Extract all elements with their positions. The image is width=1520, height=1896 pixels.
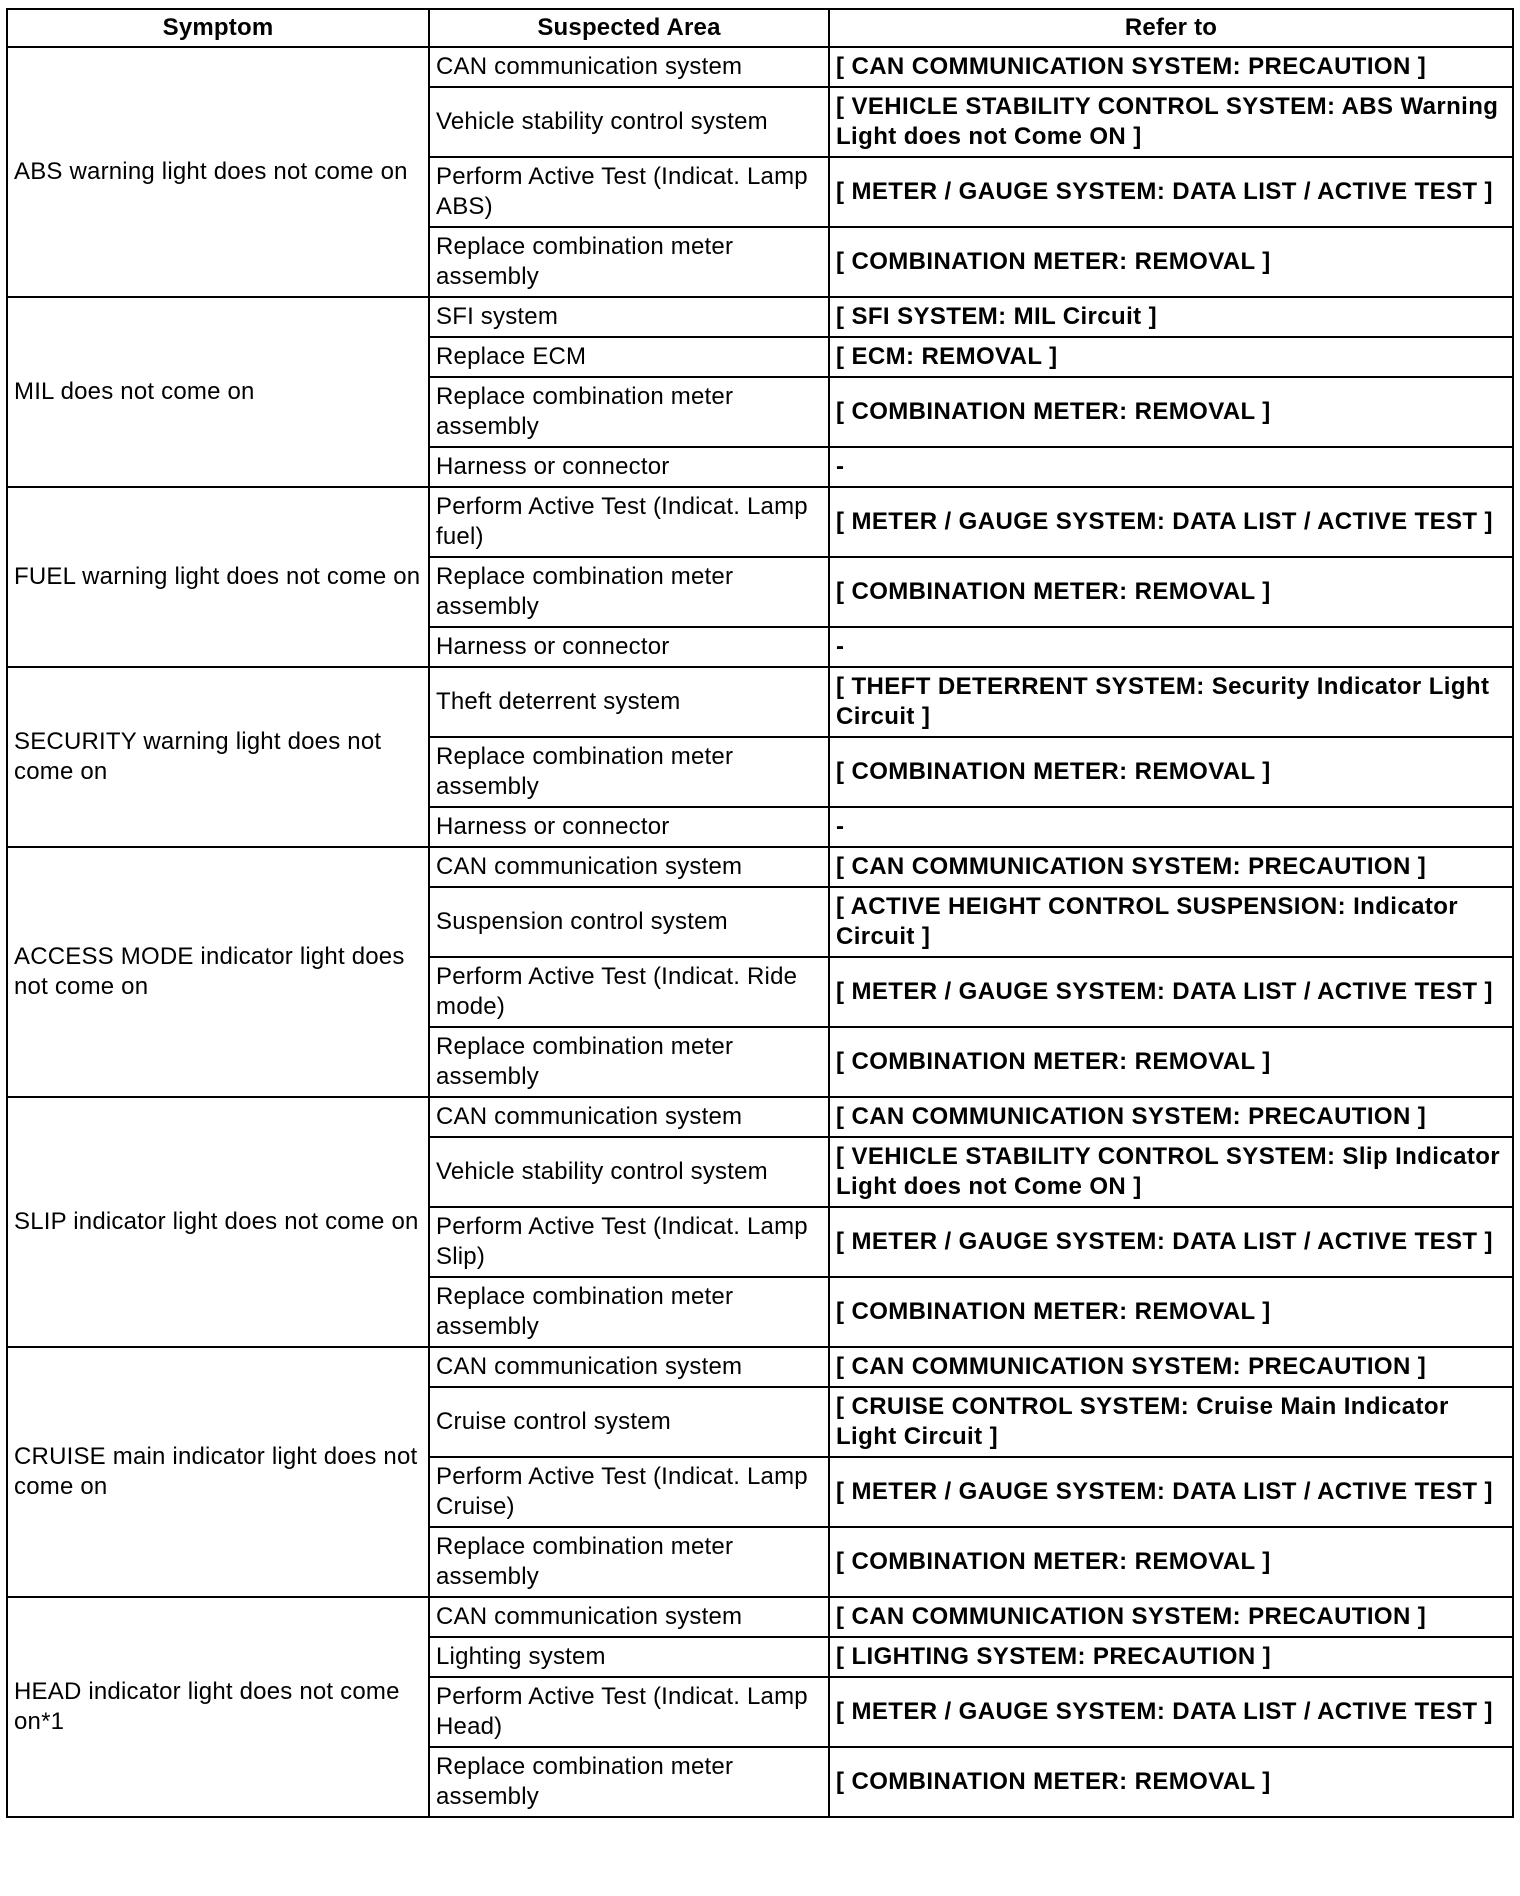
suspected-area-cell: CAN communication system <box>429 1347 829 1387</box>
refer-to-cell: [ CAN COMMUNICATION SYSTEM: PRECAUTION ] <box>829 1347 1513 1387</box>
refer-to-cell: [ CAN COMMUNICATION SYSTEM: PRECAUTION ] <box>829 1597 1513 1637</box>
suspected-area-cell: SFI system <box>429 297 829 337</box>
table-row <box>7 667 1513 737</box>
suspected-area-cell: Replace ECM <box>429 337 829 377</box>
table-row <box>7 487 1513 557</box>
symptom-cell: ACCESS MODE indicator light does not come on <box>7 847 429 1097</box>
suspected-area-cell: Replace combination meter assembly <box>429 1027 829 1097</box>
suspected-area-cell: Perform Active Test (Indicat. Lamp Head) <box>429 1677 829 1747</box>
refer-to-cell: - <box>829 447 1513 487</box>
refer-to-cell: [ METER / GAUGE SYSTEM: DATA LIST / ACTIVE TEST ] <box>829 1457 1513 1527</box>
symptom-cell: HEAD indicator light does not come on*1 <box>7 1597 429 1817</box>
suspected-area-cell: Replace combination meter assembly <box>429 1527 829 1597</box>
refer-to-cell: [ CAN COMMUNICATION SYSTEM: PRECAUTION ] <box>829 847 1513 887</box>
refer-to-cell: - <box>829 627 1513 667</box>
refer-to-cell: [ COMBINATION METER: REMOVAL ] <box>829 1027 1513 1097</box>
refer-to-cell: [ ECM: REMOVAL ] <box>829 337 1513 377</box>
refer-to-cell: [ ACTIVE HEIGHT CONTROL SUSPENSION: Indicator Circuit ] <box>829 887 1513 957</box>
refer-to-cell: [ COMBINATION METER: REMOVAL ] <box>829 1527 1513 1597</box>
refer-to-cell: [ COMBINATION METER: REMOVAL ] <box>829 377 1513 447</box>
suspected-area-cell: Replace combination meter assembly <box>429 1277 829 1347</box>
suspected-area-cell: Perform Active Test (Indicat. Lamp Slip) <box>429 1207 829 1277</box>
refer-to-cell: [ METER / GAUGE SYSTEM: DATA LIST / ACTIVE TEST ] <box>829 1207 1513 1277</box>
refer-to-cell: [ VEHICLE STABILITY CONTROL SYSTEM: ABS Warning Light does not Come ON ] <box>829 87 1513 157</box>
header-refer-to: Refer to <box>829 9 1513 47</box>
header-row <box>7 9 1513 47</box>
refer-to-cell: [ METER / GAUGE SYSTEM: DATA LIST / ACTIVE TEST ] <box>829 1677 1513 1747</box>
suspected-area-cell: Theft deterrent system <box>429 667 829 737</box>
table-row <box>7 1597 1513 1637</box>
refer-to-cell: [ METER / GAUGE SYSTEM: DATA LIST / ACTIVE TEST ] <box>829 957 1513 1027</box>
refer-to-cell: [ LIGHTING SYSTEM: PRECAUTION ] <box>829 1637 1513 1677</box>
suspected-area-cell: Perform Active Test (Indicat. Lamp ABS) <box>429 157 829 227</box>
symptom-table <box>6 8 1514 1818</box>
suspected-area-cell: Perform Active Test (Indicat. Lamp fuel) <box>429 487 829 557</box>
header-symptom: Symptom <box>7 9 429 47</box>
table-body <box>7 47 1513 1817</box>
suspected-area-cell: Perform Active Test (Indicat. Lamp Cruise) <box>429 1457 829 1527</box>
suspected-area-cell: CAN communication system <box>429 847 829 887</box>
suspected-area-cell: Replace combination meter assembly <box>429 557 829 627</box>
header-suspected-area: Suspected Area <box>429 9 829 47</box>
refer-to-cell: [ CAN COMMUNICATION SYSTEM: PRECAUTION ] <box>829 47 1513 87</box>
refer-to-cell: [ COMBINATION METER: REMOVAL ] <box>829 1277 1513 1347</box>
table-row <box>7 1097 1513 1137</box>
suspected-area-cell: CAN communication system <box>429 1097 829 1137</box>
symptom-cell: FUEL warning light does not come on <box>7 487 429 667</box>
refer-to-cell: [ COMBINATION METER: REMOVAL ] <box>829 227 1513 297</box>
refer-to-cell: [ COMBINATION METER: REMOVAL ] <box>829 737 1513 807</box>
suspected-area-cell: Lighting system <box>429 1637 829 1677</box>
suspected-area-cell: Harness or connector <box>429 447 829 487</box>
suspected-area-cell: Harness or connector <box>429 627 829 667</box>
refer-to-cell: - <box>829 807 1513 847</box>
symptom-cell: ABS warning light does not come on <box>7 47 429 297</box>
suspected-area-cell: Replace combination meter assembly <box>429 377 829 447</box>
refer-to-cell: [ COMBINATION METER: REMOVAL ] <box>829 557 1513 627</box>
suspected-area-cell: CAN communication system <box>429 47 829 87</box>
suspected-area-cell: Harness or connector <box>429 807 829 847</box>
suspected-area-cell: CAN communication system <box>429 1597 829 1637</box>
symptom-cell: SECURITY warning light does not come on <box>7 667 429 847</box>
refer-to-cell: [ CRUISE CONTROL SYSTEM: Cruise Main Indicator Light Circuit ] <box>829 1387 1513 1457</box>
suspected-area-cell: Vehicle stability control system <box>429 87 829 157</box>
suspected-area-cell: Cruise control system <box>429 1387 829 1457</box>
table-row <box>7 1347 1513 1387</box>
symptom-cell: MIL does not come on <box>7 297 429 487</box>
table-row <box>7 47 1513 87</box>
symptom-cell: CRUISE main indicator light does not come on <box>7 1347 429 1597</box>
refer-to-cell: [ SFI SYSTEM: MIL Circuit ] <box>829 297 1513 337</box>
suspected-area-cell: Replace combination meter assembly <box>429 1747 829 1817</box>
refer-to-cell: [ CAN COMMUNICATION SYSTEM: PRECAUTION ] <box>829 1097 1513 1137</box>
refer-to-cell: [ COMBINATION METER: REMOVAL ] <box>829 1747 1513 1817</box>
refer-to-cell: [ THEFT DETERRENT SYSTEM: Security Indicator Light Circuit ] <box>829 667 1513 737</box>
table-row <box>7 847 1513 887</box>
suspected-area-cell: Perform Active Test (Indicat. Ride mode) <box>429 957 829 1027</box>
refer-to-cell: [ METER / GAUGE SYSTEM: DATA LIST / ACTIVE TEST ] <box>829 487 1513 557</box>
symptom-cell: SLIP indicator light does not come on <box>7 1097 429 1347</box>
suspected-area-cell: Suspension control system <box>429 887 829 957</box>
refer-to-cell: [ METER / GAUGE SYSTEM: DATA LIST / ACTIVE TEST ] <box>829 157 1513 227</box>
suspected-area-cell: Replace combination meter assembly <box>429 737 829 807</box>
suspected-area-cell: Vehicle stability control system <box>429 1137 829 1207</box>
refer-to-cell: [ VEHICLE STABILITY CONTROL SYSTEM: Slip Indicator Light does not Come ON ] <box>829 1137 1513 1207</box>
suspected-area-cell: Replace combination meter assembly <box>429 227 829 297</box>
table-row <box>7 297 1513 337</box>
